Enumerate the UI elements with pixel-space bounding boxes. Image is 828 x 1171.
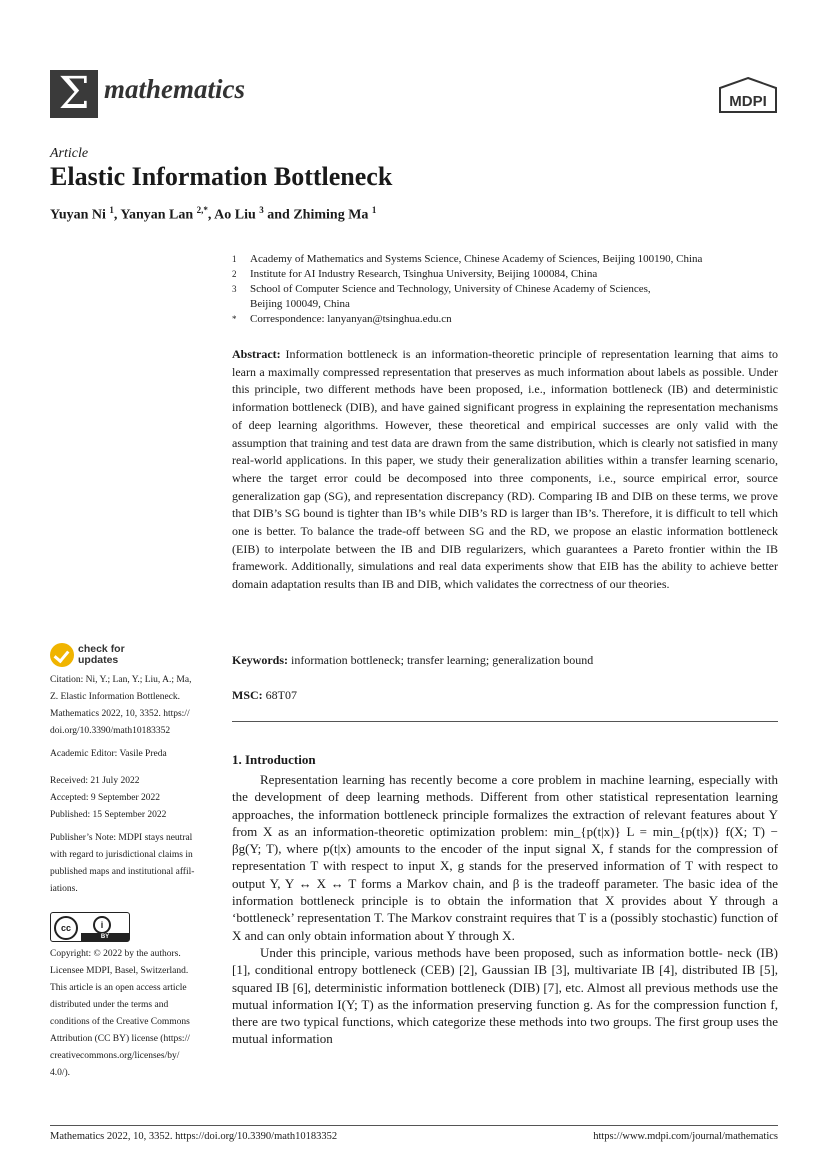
- abstract-line: bottleneck (IB) and deterministic information bottleneck (DIB), and have gained significant progress: [232, 382, 779, 415]
- affil-num: 3: [232, 284, 237, 294]
- text-line: extraction of relevant features about Y from X as an information-theoretic optimization: [232, 806, 779, 839]
- affil-text: Beijing 100049, China: [250, 298, 350, 310]
- check-updates-line2: updates: [78, 654, 119, 666]
- abstract-label: Abstract:: [232, 347, 281, 361]
- note-line: published maps and institutional affil-: [50, 867, 195, 877]
- publication-dates: [50, 773, 215, 824]
- affil-text: School of Computer Science and Technology, University of Chinese Academy of Sciences,: [250, 283, 651, 295]
- text-line: through a ‘bottleneck’ representation T. The Markov constraint requires that T is a (possibly: [232, 893, 779, 926]
- section-divider: [232, 721, 778, 722]
- msc-code: 68T07: [265, 688, 298, 702]
- author-sup: 1: [371, 205, 377, 215]
- author-list: Yuyan Ni $^1$, Yanyan Lan $^{2,*}$, Ao Liu $^3$ and Zhiming Ma $^1$: [50, 205, 377, 223]
- copyright-line: Copyright: © 2022 by the authors.: [50, 949, 181, 959]
- correspondence-email[interactable]: Correspondence: lanyanyan@tsinghua.edu.cn: [250, 313, 452, 325]
- abstract-line: information bottleneck (EIB) to interpolate between the IB and DIB regularizers, which guarantees a: [232, 524, 779, 556]
- copyright-line: 4.0/).: [50, 1068, 71, 1078]
- abstract-line: labels as possible. Under this principle, two different methods have been proposed, i.e., information: [232, 364, 779, 397]
- introduction-body: [232, 771, 778, 1048]
- text-line: stochastic) function of X and can only obtain information about Y through X.: [232, 910, 779, 943]
- check-updates-line1: check for: [78, 643, 125, 655]
- footer-divider: [50, 1125, 778, 1126]
- author-sup: 1: [109, 205, 114, 215]
- accepted-date: Accepted: 9 September 2022: [50, 793, 161, 803]
- text-line: especially with the development of deep learning methods. Different from other statistical: [232, 772, 778, 805]
- abstract-line: from the same distribution, which is clearly not satisfied in many real-world applications. In this: [232, 435, 778, 468]
- affil-num: 2: [232, 269, 237, 279]
- license-link[interactable]: creativecommons.org/licenses/by/: [50, 1051, 180, 1061]
- article-type: Article: [50, 146, 89, 161]
- text-line: all previous methods use the mutual information I(Y; T) as the information preserving: [232, 979, 778, 1012]
- note-line: with regard to jurisdictional claims in: [50, 850, 193, 860]
- paragraph: [232, 771, 778, 944]
- abstract-line: Information bottleneck is an information-theoretic principle of representation learning that: [285, 347, 737, 361]
- affil-num: 1: [232, 254, 237, 264]
- author-name: Ao Liu: [214, 207, 256, 223]
- note-line: iations.: [50, 884, 78, 894]
- text-line: information bottleneck principle is to obtain the information that X provides about Y: [232, 893, 718, 909]
- citation-line: Z. Elastic Information Bottleneck.: [50, 692, 181, 702]
- copyright-line: distributed under the terms and: [50, 1000, 169, 1010]
- text-line: distributed IB [5], squared IB [6], deterministic information bottleneck (DIB) [7], etc. Almost: [232, 962, 779, 995]
- author-sup: 3: [259, 205, 264, 215]
- citation-line: Citation: Ni, Y.; Lan, Y.; Liu, A.; Ma,: [50, 675, 192, 685]
- text-line: Representation learning has recently become a core problem in machine learning,: [260, 772, 695, 787]
- abstract-line: that EIB has the ability to achieve better domain adaptation results than IB and DIB, which validates: [232, 559, 778, 592]
- text-line: X ↔ T forms a Markov chain, and β is the tradeoff parameter. The basic idea of the: [316, 875, 779, 891]
- keywords-label: Keywords:: [232, 653, 288, 667]
- text-line: categorize these methods into two groups. The first group uses the mutual information: [232, 1014, 779, 1047]
- text-line: representation learning approaches, the information bottleneck principle formalizes the: [232, 789, 779, 822]
- affil-text: Academy of Mathematics and Systems Science, Chinese Academy of Sciences, Beijing 100190, China: [250, 253, 703, 265]
- abstract: [232, 346, 778, 594]
- note-line: Publisher’s Note: MDPI stays neutral: [50, 833, 193, 843]
- abstract-line: error could be decomposed into three components, i.e., source empirical error, source generalization: [232, 470, 778, 503]
- affiliations: [232, 252, 792, 327]
- author-sup: 2,*: [196, 205, 208, 215]
- footer-journal-link[interactable]: https://www.mdpi.com/journal/mathematics: [593, 1131, 778, 1142]
- citation-doi-link[interactable]: doi.org/10.3390/math10183352: [50, 726, 171, 736]
- publisher-note: [50, 830, 215, 898]
- abstract-line: that DIB’s SG bound is tighter than IB’s while DIB’s RD is larger than IB’s. Therefore, it is difficult: [232, 506, 715, 521]
- academic-editor: Academic Editor: Vasile Preda: [50, 749, 167, 759]
- check-for-updates-badge[interactable]: [50, 643, 190, 669]
- citation: [50, 672, 215, 740]
- page-title: Elastic Information Bottleneck: [50, 162, 393, 191]
- copyright-line: Attribution (CC BY) license (https://: [50, 1034, 190, 1044]
- cc-by-license-icon[interactable]: [50, 912, 130, 942]
- abstract-line: to tell which one is better. To balance the trade-off between SG and the RD, we propose an elastic: [232, 506, 778, 539]
- abstract-line: paper, we study their generalization abilities within a transfer learning scenario, where the target: [232, 453, 779, 485]
- msc: [232, 688, 297, 703]
- copyright: [50, 946, 215, 1082]
- text-line: input X, g stands for the preserved information of T with respect to output Y, Y ↔: [232, 858, 779, 891]
- received-date: Received: 21 July 2022: [50, 776, 140, 786]
- author-name: Yuyan Ni: [50, 207, 106, 223]
- footer-citation[interactable]: Mathematics 2022, 10, 3352. https://doi.org/10.3390/math10183352: [50, 1131, 338, 1142]
- by-label: BY: [81, 933, 129, 941]
- citation-line: Mathematics 2022, 10, 3352. https://: [50, 709, 190, 719]
- sigma-icon: Σ: [58, 68, 90, 119]
- author-name: Zhiming Ma: [293, 207, 369, 223]
- checkmark-icon: [50, 643, 74, 667]
- msc-label: MSC:: [232, 688, 263, 702]
- abstract-line: the correctness of our theories.: [521, 577, 670, 592]
- attribution-icon: i: [93, 916, 111, 934]
- text-line: of the input signal X, f stands for the compression of representation T with respect to: [232, 841, 778, 874]
- affil-num: [232, 297, 250, 312]
- keywords-text: information bottleneck; transfer learning; generalization bound: [291, 653, 594, 667]
- journal-name: mathematics: [104, 74, 245, 104]
- text-line: Under this principle, various methods have been proposed, such as information bottle-: [260, 944, 723, 960]
- abstract-line: in explaining the representation mechanisms of deep learning algorithms. However, these theoretical: [232, 400, 779, 432]
- affil-text: Institute for AI Industry Research, Tsinghua University, Beijing 100084, China: [250, 268, 598, 280]
- journal-logo: [50, 70, 98, 118]
- text-line: neck (IB) [1], conditional entropy bottleneck (CEB) [2], Gaussian IB [3], multivariate IB [4],: [232, 944, 779, 978]
- keywords: [232, 653, 778, 668]
- section-heading: 1. Introduction: [232, 752, 316, 767]
- text-line: function g. As for the compression function f, there are two typical functions, which: [232, 996, 778, 1030]
- copyright-line: Licensee MDPI, Basel, Switzerland.: [50, 966, 189, 976]
- abstract-line: Pareto frontier within the IB framework. Additionally, simulations and real data experiments show: [232, 541, 779, 574]
- abstract-line: aims to learn a maximally compressed representation that preserves as much information about: [232, 347, 779, 379]
- abstract-line: and empirical successes are only valid with the assumption that training and test data are drawn: [232, 417, 778, 450]
- mdpi-logo-text: MDPI: [729, 93, 767, 110]
- affil-num: *: [232, 314, 237, 324]
- abstract-line: gap (SG), and representation discrepancy (RD). Comparing IB and DIB on these terms, we prove: [303, 488, 778, 503]
- copyright-line: This article is an open access article: [50, 983, 187, 993]
- author-name: Yanyan Lan: [120, 207, 194, 223]
- copyright-line: conditions of the Creative Commons: [50, 1017, 190, 1027]
- text-line: problem: min_{p(t|x)} L = min_{p(t|x)} f(X; T) − βg(Y; T), where p(t|x) amounts to the encoder: [232, 823, 778, 857]
- mdpi-logo: [716, 76, 780, 116]
- cc-icon: cc: [54, 916, 78, 940]
- published-date: Published: 15 September 2022: [50, 810, 167, 820]
- paragraph: [232, 944, 778, 1048]
